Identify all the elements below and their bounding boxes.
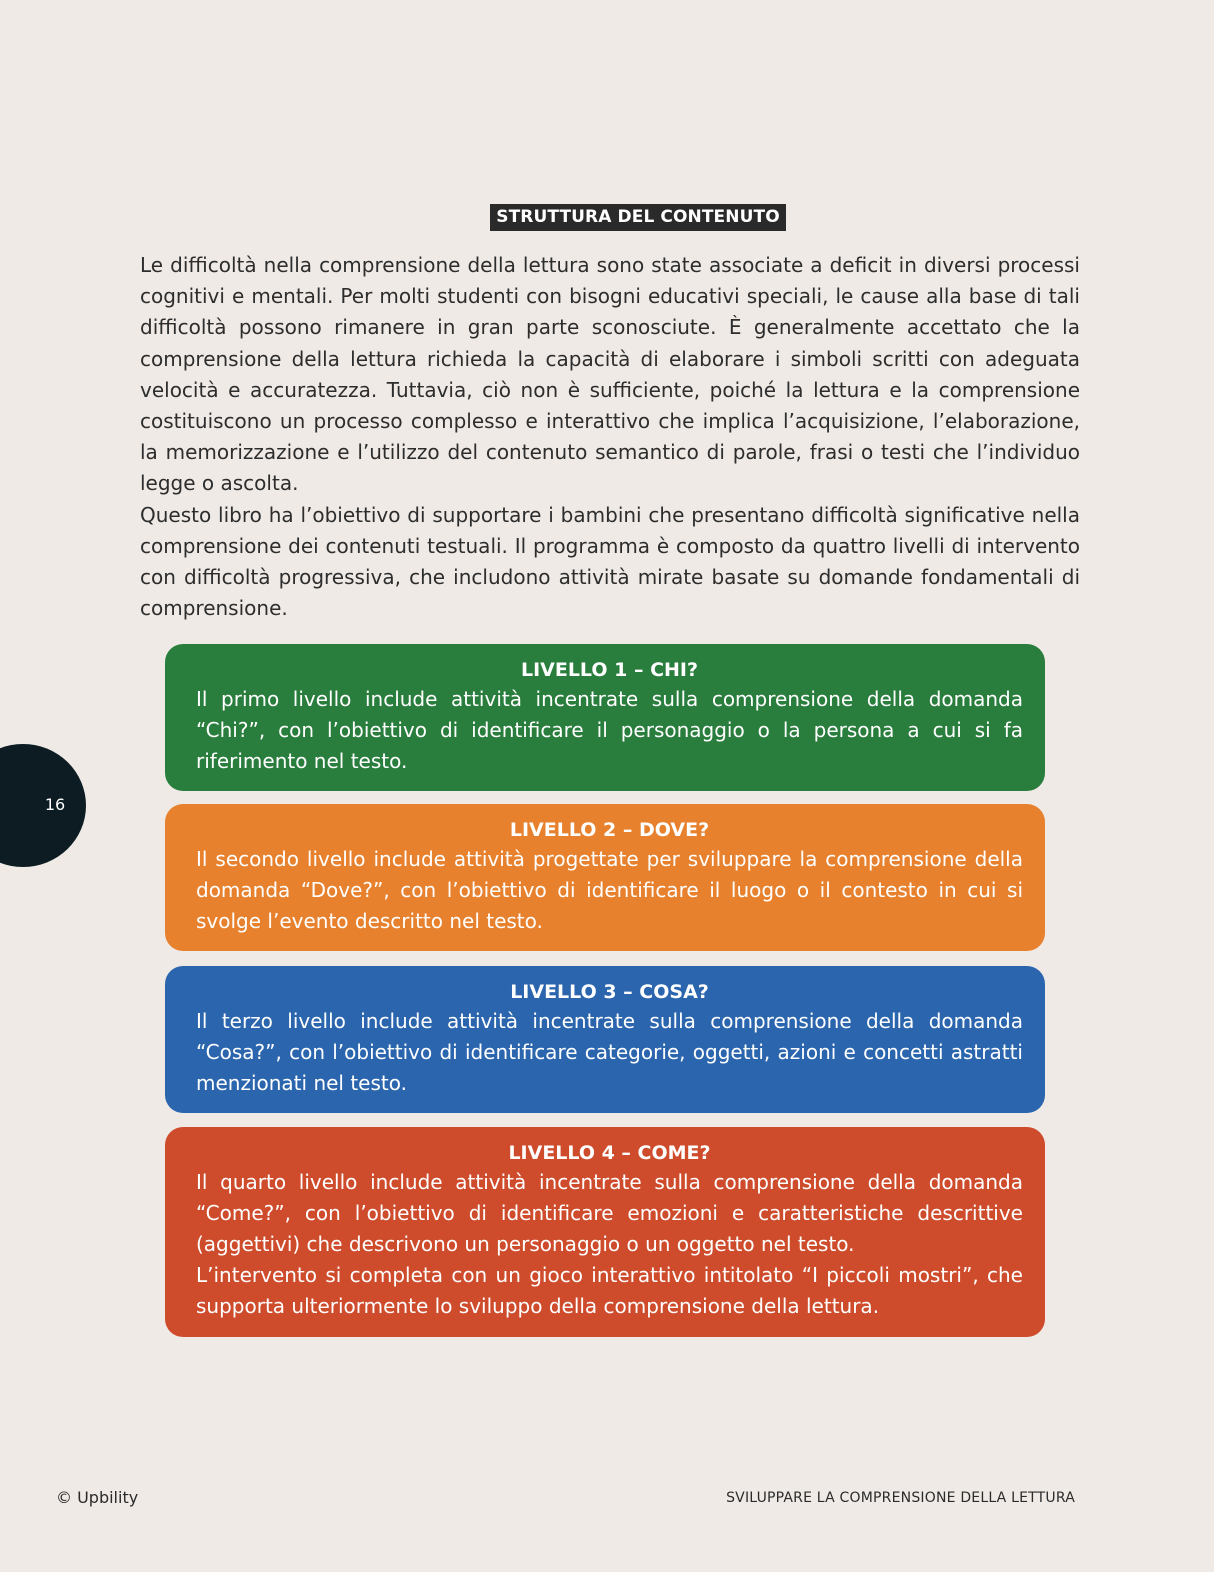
level-4-title: LIVELLO 4 – COME?: [508, 1142, 711, 1164]
footer-book-title: SVILUPPARE LA COMPRENSIONE DELLA LETTURA: [726, 1490, 1075, 1506]
level-3-title: LIVELLO 3 – COSA?: [510, 981, 709, 1003]
level-3-box: [165, 966, 1045, 1113]
level-1-box: [165, 644, 1045, 791]
level-4-box: [165, 1127, 1045, 1337]
intro-text: [140, 250, 1080, 624]
level-1-text: Il primo livello include attività incentrate sulla comprensione della domanda “Chi?”, con l’obiettivo di identificare il personaggio o la persona a cui si fa riferimento nel testo.: [196, 687, 1023, 773]
section-title: STRUTTURA DEL CONTENUTO: [490, 204, 786, 231]
level-4-text: Il quarto livello include attività incentrate sulla comprensione della domanda “Come?”, con l’obiettivo di identificare emozioni e caratteristiche descrittive (aggettivi) che descrivono un personaggio o un oggetto nel testo.: [196, 1170, 1023, 1256]
page-number: 16: [44, 795, 66, 814]
footer-copyright: © Upbility: [56, 1488, 139, 1507]
level-2-text: Il secondo livello include attività progettate per sviluppare la comprensione della domanda “Dove?”, con l’obiettivo di identificare il luogo o il contesto in cui si svolge l’evento descritto nel testo.: [196, 847, 1023, 933]
level-4-text-closing: L’intervento si completa con un gioco interattivo intitolato “I piccoli mostri”, che supporta ulteriormente lo sviluppo della comprensione della lettura.: [196, 1263, 1023, 1318]
level-2-box: [165, 804, 1045, 951]
intro-paragraph-2: Questo libro ha l’obiettivo di supportare i bambini che presentano difficoltà significative nella comprensione dei contenuti testuali. Il programma è composto da quattro livelli di intervento con difficoltà progressiva, che includono attività mirate basate su domande fondamentali di comprensione.: [140, 502, 1080, 621]
level-2-title: LIVELLO 2 – DOVE?: [509, 819, 710, 841]
level-3-text: Il terzo livello include attività incentrate sulla comprensione della domanda “Cosa?”, con l’obiettivo di identificare categorie, oggetti, azioni e concetti astratti menzionati nel testo.: [196, 1009, 1023, 1095]
intro-paragraph-1: Le difficoltà nella comprensione della lettura sono state associate a deficit in diversi processi cognitivi e mentali. Per molti studenti con bisogni educativi speciali, le cause alla base di tali difficoltà possono rimanere in gran parte sconosciute. È generalmente accettato che la comprensione della lettura richieda la capacità di elaborare i simboli scritti con adeguata velocità e accuratezza. Tuttavia, ciò non è sufficiente, poiché la lettura e la comprensione costituiscono un processo complesso e interattivo che implica l’acquisizione, l’elaborazione, la memorizzazione e l’utilizzo del contenuto semantico di parole, frasi o testi che l’individuo legge o ascolta.: [140, 253, 1080, 496]
level-1-title: LIVELLO 1 – CHI?: [520, 659, 699, 681]
